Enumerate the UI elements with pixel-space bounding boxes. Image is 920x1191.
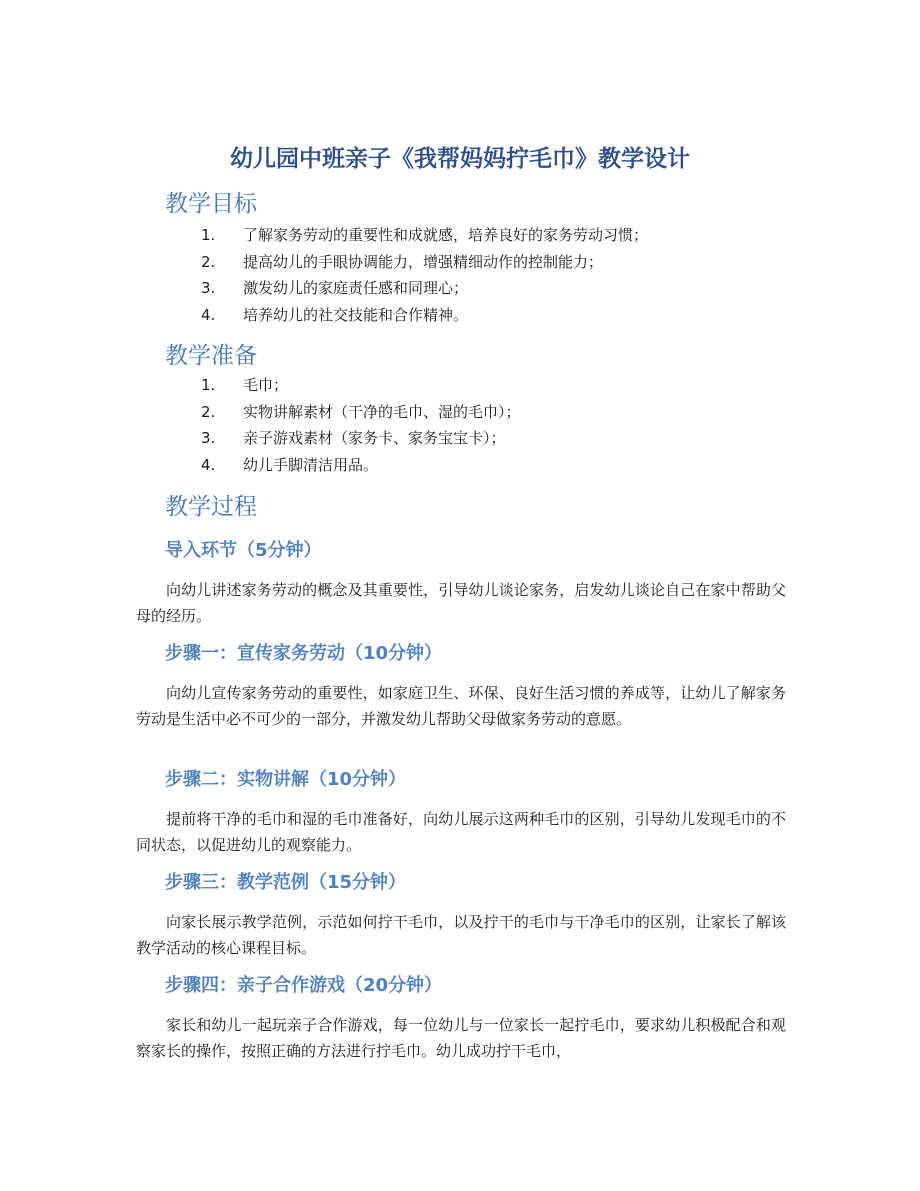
list-item-number: 3. bbox=[201, 279, 216, 297]
section-heading-process: 教学过程 bbox=[165, 494, 257, 520]
list-item-text: 培养幼儿的社交技能和合作精神。 bbox=[243, 305, 469, 324]
step-heading-3: 步骤三：教学范例（15分钟） bbox=[165, 872, 407, 893]
document-title: 幼儿园中班亲子《我帮妈妈拧毛巾》教学设计 bbox=[230, 146, 690, 172]
list-item bbox=[0, 452, 920, 479]
list-item-number: 2. bbox=[201, 402, 216, 421]
prep-list bbox=[0, 372, 920, 478]
list-item-text: 了解家务劳动的重要性和成就感，培养良好的家务劳动习惯； bbox=[243, 226, 649, 244]
list-item-text: 幼儿手脚清洁用品。 bbox=[243, 455, 379, 474]
goals-list bbox=[0, 222, 920, 328]
list-item bbox=[0, 249, 920, 276]
list-item-number: 4. bbox=[201, 305, 216, 324]
list-item-number: 1. bbox=[201, 376, 216, 394]
section-heading-prep: 教学准备 bbox=[165, 343, 257, 369]
step-heading-intro: 导入环节（5分钟） bbox=[165, 540, 322, 561]
list-item-text: 提高幼儿的手眼协调能力，增强精细动作的控制能力； bbox=[243, 252, 604, 271]
list-item-number: 3. bbox=[201, 429, 216, 447]
list-item bbox=[0, 399, 920, 426]
list-item bbox=[0, 275, 920, 302]
step-heading-1: 步骤一：宣传家务劳动（10分钟） bbox=[165, 643, 443, 664]
section-heading-goals: 教学目标 bbox=[165, 191, 257, 217]
step-paragraph-1: 向幼儿宣传家务劳动的重要性，如家庭卫生、环保、良好生活习惯的养成等，让幼儿了解家务劳动是生活中必不可少的一部分，并激发幼儿帮助父母做家务劳动的意愿。 bbox=[136, 684, 786, 728]
list-item bbox=[0, 302, 920, 329]
step-paragraph-3: 向家长展示教学范例，示范如何拧干毛巾，以及拧干的毛巾与干净毛巾的区别，让家长了解该教学活动的核心课程目标。 bbox=[136, 913, 786, 957]
list-item-number: 2. bbox=[201, 252, 216, 271]
list-item-number: 4. bbox=[201, 455, 216, 474]
step-paragraph-intro: 向幼儿讲述家务劳动的概念及其重要性，引导幼儿谈论家务，启发幼儿谈论自己在家中帮助父母的经历。 bbox=[136, 581, 786, 625]
list-item-text: 毛巾； bbox=[243, 376, 289, 394]
step-heading-4: 步骤四：亲子合作游戏（20分钟） bbox=[165, 975, 443, 996]
step-paragraph-2: 提前将干净的毛巾和湿的毛巾准备好，向幼儿展示这两种毛巾的区别，引导幼儿发现毛巾的不同状态，以促进幼儿的观察能力。 bbox=[136, 810, 786, 854]
list-item-text: 激发幼儿的家庭责任感和同理心； bbox=[243, 279, 469, 297]
step-paragraph-4: 家长和幼儿一起玩亲子合作游戏，每一位幼儿与一位家长一起拧毛巾，要求幼儿积极配合和观察家长的操作，按照正确的方法进行拧毛巾。幼儿成功拧干毛巾， bbox=[136, 1016, 786, 1060]
list-item-text: 实物讲解素材（干净的毛巾、湿的毛巾）； bbox=[243, 402, 521, 421]
step-heading-2: 步骤二：实物讲解（10分钟） bbox=[165, 769, 407, 790]
list-item bbox=[0, 222, 920, 249]
list-item bbox=[0, 425, 920, 452]
list-item-number: 1. bbox=[201, 226, 216, 244]
list-item-text: 亲子游戏素材（家务卡、家务宝宝卡）； bbox=[243, 429, 506, 447]
list-item bbox=[0, 372, 920, 399]
